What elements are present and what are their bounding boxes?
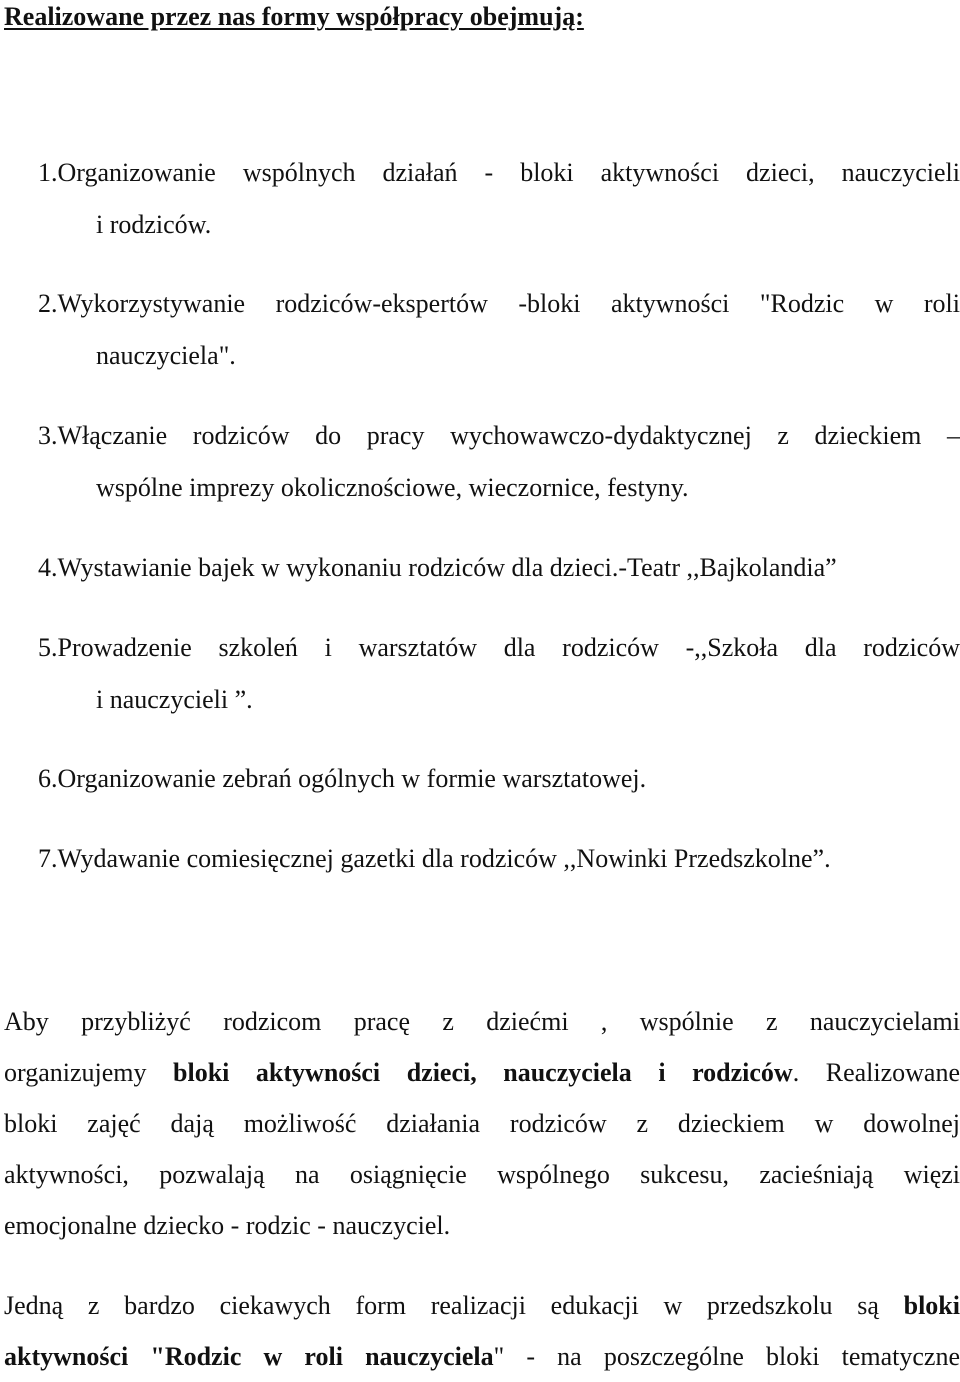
list-item-2-number: 2. [38, 289, 58, 318]
paragraph-2-bold-word: bloki [904, 1291, 960, 1320]
list-item-3-line-1 [38, 410, 960, 462]
paragraph-1-bold-phrase: bloki aktywności dzieci, nauczyciela i rodziców [173, 1058, 793, 1087]
paragraph-1-line-3: bloki zajęć dają możliwość działania rodziców z dzieckiem w dowolnej [4, 1098, 960, 1149]
list-item-7-number: 7. [38, 844, 58, 873]
list-item-5-number: 5. [38, 633, 58, 662]
list-item-2-line-1 [38, 278, 960, 330]
list-item-7 [38, 833, 960, 885]
paragraph-1-line-2-end: . Realizowane [793, 1058, 960, 1087]
paragraph-1-line-2 [4, 1047, 960, 1098]
list-item-1-text-line-2: i rodziców. [38, 199, 960, 251]
list-item-6-text-line-1: Organizowanie zebrań ogólnych w formie warsztatowej. [58, 764, 647, 793]
list-item-2 [38, 278, 960, 382]
list-item-5-text-line-1: Prowadzenie szkoleń i warsztatów dla rodziców -,,Szkoła dla rodziców [58, 633, 960, 662]
list-item-6-number: 6. [38, 764, 58, 793]
paragraph-1-line-2-start: organizujemy [4, 1058, 173, 1087]
list-item-5-line-1 [38, 622, 960, 674]
list-item-4-number: 4. [38, 553, 58, 582]
paragraph-2-line-2 [4, 1331, 960, 1382]
paragraph-2-line-2-end: " - na poszczególne bloki tematyczne [494, 1342, 960, 1371]
paragraph-2 [4, 1280, 960, 1382]
paragraph-1-line-1: Aby przybliżyć rodzicom pracę z dziećmi , wspólnie z nauczycielami [4, 996, 960, 1047]
list-item-2-text-line-2: nauczyciela". [38, 330, 960, 382]
list-item-4-text-line-1: Wystawianie bajek w wykonaniu rodziców dla dzieci.-Teatr ,,Bajkolandia” [58, 553, 837, 582]
list-item-1 [38, 147, 960, 251]
list-item-6-line-1 [38, 753, 960, 805]
list-item-4-line-1 [38, 542, 960, 594]
list-item-1-text-line-1: Organizowanie wspólnych działań - bloki aktywności dzieci, nauczycieli [58, 158, 960, 187]
paragraph-2-line-1 [4, 1280, 960, 1331]
paragraph-1-line-4: aktywności, pozwalają na osiągnięcie wspólnego sukcesu, zacieśniają więzi [4, 1149, 960, 1200]
list-item-7-text-line-1: Wydawanie comiesięcznej gazetki dla rodziców ,,Nowinki Przedszkolne”. [58, 844, 831, 873]
paragraph-1 [4, 996, 960, 1251]
list-item-4 [38, 542, 960, 594]
list-item-1-line-1 [38, 147, 960, 199]
list-item-3-number: 3. [38, 421, 58, 450]
list-item-1-number: 1. [38, 158, 58, 187]
list-item-2-text-line-1: Wykorzystywanie rodziców-ekspertów -bloki aktywności "Rodzic w roli [58, 289, 960, 318]
list-item-3-text-line-1: Włączanie rodziców do pracy wychowawczo-dydaktycznej z dzieckiem – [58, 421, 960, 450]
paragraph-2-bold-phrase: aktywności "Rodzic w roli nauczyciela [4, 1342, 494, 1371]
list-item-3 [38, 410, 960, 514]
list-item-5 [38, 622, 960, 726]
paragraph-2-line-1-start: Jedną z bardzo ciekawych form realizacji edukacji w przedszkolu są [4, 1291, 904, 1320]
paragraph-1-line-5: emocjonalne dziecko - rodzic - nauczyciel. [4, 1200, 960, 1251]
list-item-7-line-1 [38, 833, 960, 885]
page-heading: Realizowane przez nas formy współpracy obejmują: [4, 0, 584, 34]
list-item-5-text-line-2: i nauczycieli ”. [38, 674, 960, 726]
list-item-6 [38, 753, 960, 805]
list-item-3-text-line-2: wspólne imprezy okolicznościowe, wieczornice, festyny. [38, 462, 960, 514]
